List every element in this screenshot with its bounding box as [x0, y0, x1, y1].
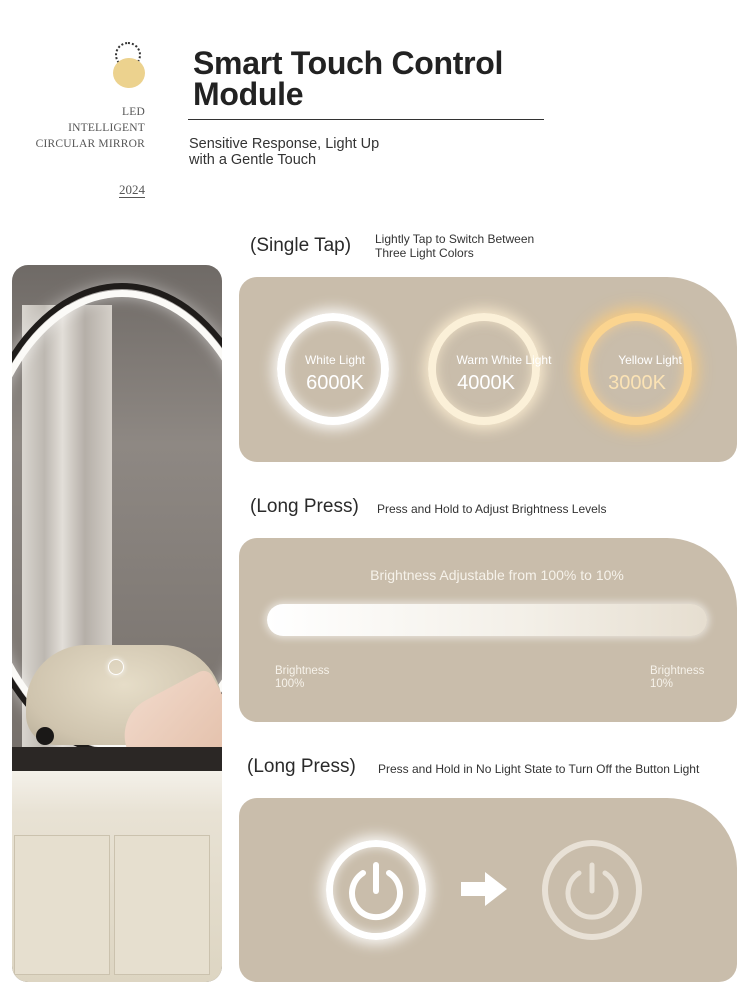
yellow-disc-icon [113, 58, 145, 88]
mode-kelvin: 4000K [457, 372, 515, 394]
brand-line: INTELLIGENT [68, 122, 145, 134]
title-divider [188, 119, 544, 120]
yellow-light-ring [580, 313, 692, 425]
mirror-base [12, 747, 222, 771]
drawer [114, 835, 210, 975]
label-text: Brightness [275, 665, 330, 677]
power-off-icon [542, 840, 642, 940]
title-line: Smart Touch Control [193, 45, 504, 81]
desc-line: Three Light Colors [375, 246, 474, 260]
brightness-min-label [650, 665, 704, 691]
power-on-icon [326, 840, 426, 940]
mode-kelvin: 3000K [608, 372, 666, 394]
title-line: Module [193, 76, 304, 112]
single-tap-heading: (Single Tap) [250, 235, 352, 256]
page-subtitle [189, 136, 429, 168]
long-press-off-heading: (Long Press) [247, 756, 356, 777]
mirror-foot [36, 727, 54, 745]
long-press-heading: (Long Press) [250, 496, 359, 517]
brand-line: LED [122, 106, 145, 118]
label-value: 100% [275, 678, 305, 690]
mode-label: Yellow Light [618, 353, 682, 367]
label-value: 10% [650, 678, 674, 690]
label-text: Brightness [650, 665, 705, 677]
drawer [14, 835, 110, 975]
long-press-desc: Press and Hold to Adjust Brightness Levels [377, 502, 607, 516]
single-tap-desc [375, 232, 575, 260]
white-light-ring [277, 313, 389, 425]
brightness-title: Brightness Adjustable from 100% to 10% [370, 567, 624, 583]
subtitle-line: with a Gentle Touch [189, 152, 317, 168]
brand-text [36, 104, 145, 152]
mode-label: White Light [304, 353, 366, 367]
desc-line: Lightly Tap to Switch Between [375, 232, 535, 246]
warm-white-light-ring [428, 313, 540, 425]
mode-kelvin: 6000K [306, 372, 364, 394]
brand-line: CIRCULAR MIRROR [35, 138, 145, 150]
brightness-gradient-bar [267, 604, 707, 636]
long-press-off-desc: Press and Hold in No Light State to Turn Off the Button Light [378, 762, 700, 776]
mode-label: Warm White Light [456, 353, 552, 367]
brand-year: 2024 [119, 182, 145, 197]
brand-logo [113, 42, 147, 90]
arrow-right-icon [461, 872, 507, 906]
subtitle-line: Sensitive Response, Light Up [189, 136, 380, 152]
touch-power-icon [108, 659, 124, 675]
page-title [193, 45, 553, 112]
mirror-photo [12, 265, 222, 982]
brightness-max-label [275, 665, 329, 691]
